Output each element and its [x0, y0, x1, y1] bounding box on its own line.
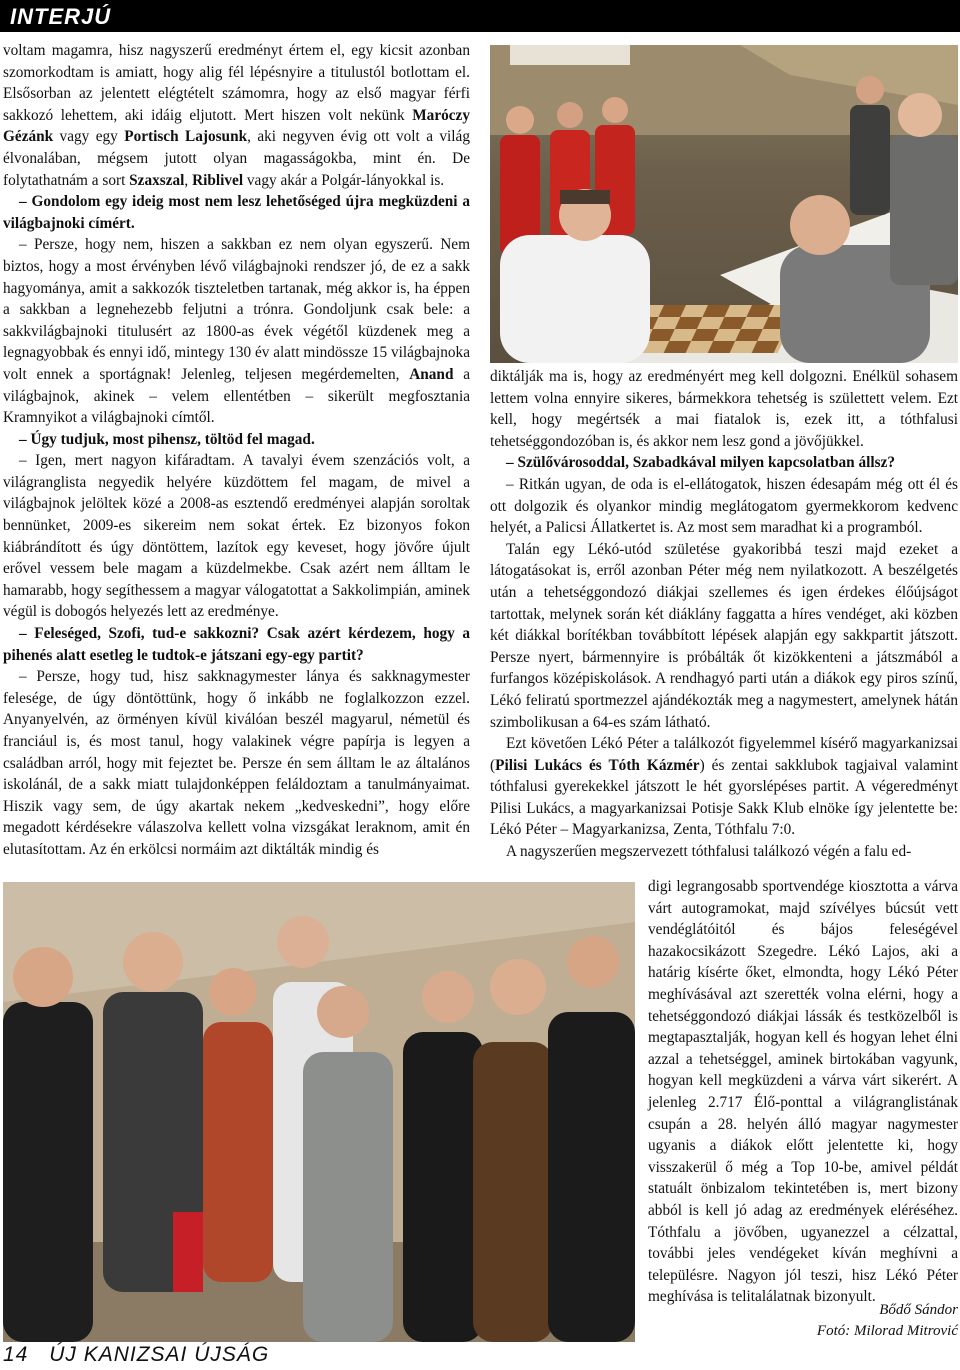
- group-photo: [3, 882, 635, 1342]
- author-signature: Bődő Sándor: [879, 1302, 958, 1318]
- interview-question: – Gondolom egy ideig most nem lesz lehetőséged újra megküzdeni a világbajnoki címért.: [3, 193, 470, 232]
- article-paragraph: Talán egy Lékó-utód születése gyakoribbá teszi majd ezeket a látogatásokat is, erről azonban Péter még nem nyilatkozott. A beszélgetés után a tehetséggondozó diákjai szellemes és igen érdekes élőújságot tartottak, melynek során két diáklány faggatta a híres vendéget, aki közben két diákkal borítékban továbbított lépések alapján egy sakkpartit játszott. Persze nyert, bármennyire is próbálták őt kizökkenteni a játszmából a furfangos középiskolások. A rendhagyó parti után a diákok egy piros színű, Lékó feliratú sportmezzel ajándékozták meg a nagymestert, amelynek hátán szimbolikusan a 64-es szám látható.: [490, 540, 958, 731]
- group-scene-illustration: [3, 882, 635, 1342]
- article-paragraph: – Persze, hogy nem, hiszen a sakkban ez nem olyan egyszerű. Nem biztos, hogy a most érvényben lévő világbajnoki rendszer jó, de ez a sakk hagyománya, amit a sakkozók tiszteletben tartanak, még akkor is, ha éppen a sakkban a legnehezebb feljutni a trónra. Gondoljunk csak bele: a sakkvilágbajnoki titulusért az 1800-as évek végétől küzdenek meg a legnagyobbak és ennyi idő, mintegy 130 év alatt mindössze 15 világbajnoka volt ennek a sportágnak! Jelenleg, teljesen megérdemelten, Anand a világbajnok, akinek – velem ellentétben – sikerült megfosztania Kramnyikot a világbajnoki címtől.: [3, 236, 470, 427]
- interview-question: – Úgy tudjuk, most pihensz, töltöd fel magad.: [19, 430, 315, 448]
- page-footer: [3, 1343, 269, 1367]
- article-paragraph: Ezt követően Lékó Péter a találkozót figyelemmel kísérő magyarkanizsai (Pilisi Lukács és Tóth Kázmér) és zentai sakklubok tagjaival valamint tóthfalusi gyerekekkel játszott le hét gyorslépéses partit. A végeredményt Pilisi Lukács, a magyarkanizsai Potisje Sakk Klub elnöke így jelentette be: Lékó Péter – Magyarkanizsa, Zenta, Tóthfalu 7:0.: [490, 735, 959, 839]
- article-paragraph: – Persze, hogy tud, hisz sakknagymester lánya és sakknagymester felesége, de úgy döntöttünk, hogy ő inkább ne foglalkozzon ezzel. Anyanyelvén, az örményen kívül kiválóan beszél magyarul, németül és franciául is, és most tanul, hogy valakinek végre papírja is legyen a családban arról, hogy mit fejeztet be. Persze én sem álltam le az általános iskolánál, de a sakk miatt tulajdonképpen feláldoztam a tanulmányaimat. Hiszik vagy sem, de úgy akartak nekem „kedveskedni”, hogy előre megadott kérdésekre válaszolva kellett volna vizsgákat leraknom, amit én elutasítottam. Az én erkölcsi normáim azt diktálták mindig és: [3, 668, 470, 858]
- article-paragraph: digi legrangosabb sportvendége kiosztotta a várva várt autogramokat, majd szívélyes búcsút vett vendéglátóitól és bájos feleségével hazakocsikázott Szegedre. Lékó Lajos, aki a határig kísérte őket, elmondta, hogy Lékó Péter meghívásával azt szerették volna elérni, hogy a tehetséggondozó diákjai lássák és testközelből is megtapasztalják, hogyan kell és hogyan lehet élni azzal a tehetséggel, aminek birtokában vagyunk, hogyan kell megküzdeni a várva várt sikerért. A jelenleg 2.717 Élő-ponttal a világranglistának csupán a 28. helyén álló magyar nagymester ugyanis a diákok előtt jelentette ki, hogy visszakerül ő még a Top 10-be, amivel példát statuált önbizalom tekintetében is, mert bizony abból is kell jó adag az eredmények eléréséhez. Tóthfalu a jövőben, ugyanezzel a célzattal, további jeles vendégeket kíván meghívni a településre. Nagyon jól teszi, hisz Lékó Péter meghívása is telitalálatnak bizonyult.: [648, 878, 958, 1306]
- interview-question: – Feleséged, Szofi, tud-e sakkozni? Csak azért kérdezem, hogy a pihenés alatt esetleg le tudtok-e játszani egy-egy partit?: [3, 625, 470, 664]
- section-header-bar: [0, 0, 960, 32]
- article-paragraph: voltam magamra, hisz nagyszerű eredményt értem el, egy kicsit azonban szomorkodtam is amiatt, hogy alig fél lépésnyire a titulustól botlottam el. Elsősorban az jelentett elégtételt számomra, hogy az első magyar férfi sakkozó lehettem, aki idáig eljutott. Mert hiszen volt nekünk Maróczy Gézánk vagy egy Portisch Lajosunk, aki negyven évig ott volt a világ élvonalában, mégsem jutott olyan magasságokba, mint én. De folytathatnám a sort Szaxszal, Riblivel vagy akár a Polgár-lányokkal is.: [3, 42, 471, 189]
- article-column-right-top: [490, 366, 958, 863]
- article-column-right-bottom: [648, 876, 958, 1308]
- section-title: INTERJÚ: [10, 4, 112, 29]
- photo-credit: Fotó: Milorad Mitrović: [816, 1323, 958, 1339]
- article-paragraph: A nagyszerűen megszervezett tóthfalusi találkozó végén a falu ed-: [506, 843, 912, 861]
- article-paragraph: diktálják ma is, hogy az eredményért meg kell dolgozni. Enélkül sohasem lettem volna ennyire sikeres, bármekkora tehetség is születtett velem. Ezt kell, hogy megértsék a mai fiatalok is, ezek itt, a tóthfalusi tehetséggondozóban is, és akkor nem lesz gond a jövőjükkel.: [490, 368, 958, 450]
- chess-scene-illustration: [490, 45, 958, 363]
- article-paragraph: – Igen, mert nagyon kifáradtam. A tavalyi évem szenzációs volt, a világranglista negyedik helyére küzdöttem fel magam, de mivel a világbajnok jelöltek közé a 2008-as esztendő eredményei alapján soroltak bennünket, 2009-es sikereim nem sokat értek. Ez bizonyos fokon kiábrándított és úgy döntöttem, lazítok egy keveset, hogy jövőre újult erővel vessem bele magam a küzdelmekbe. Csak azért nem álltam le hamarabb, hogy segíthessem a magyar válogatottat a Sakkolimpián, aminek végül is dobogós helyezés lett az eredménye.: [3, 452, 470, 621]
- article-paragraph: – Ritkán ugyan, de oda is el-ellátogatok, hiszen édesapám még ott él és ott dolgozik és olyankor mindig meglátogatom gyermekkorom kedvenc helyét, a Palicsi Állatkertet is. Az most sem maradhat ki a programból.: [490, 475, 958, 537]
- article-column-left: [3, 40, 470, 861]
- page-number: 14: [3, 1343, 29, 1366]
- chess-match-photo: [490, 45, 958, 363]
- interview-question: – Szülővárosoddal, Szabadkával milyen kapcsolatban állsz?: [506, 454, 896, 472]
- publication-name: ÚJ KANIZSAI ÚJSÁG: [49, 1343, 270, 1366]
